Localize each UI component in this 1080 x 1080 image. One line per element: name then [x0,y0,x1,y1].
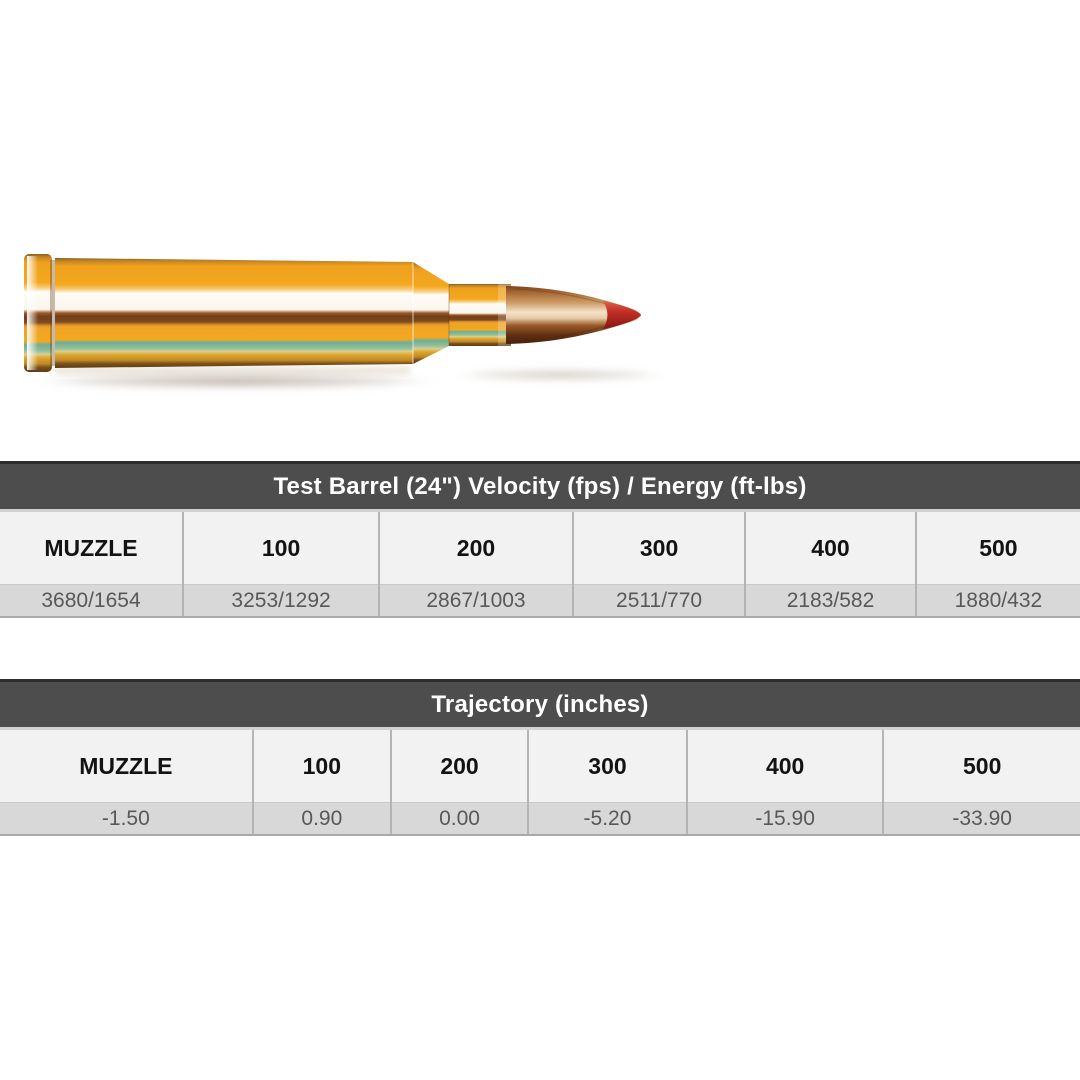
cartridge-reflection [15,368,675,390]
data-cell: -33.90 [883,803,1080,836]
column-header-cell: 400 [745,511,916,585]
column-header-cell: 500 [916,511,1080,585]
column-header-cell: 200 [379,511,573,585]
data-cell: 0.00 [391,803,528,836]
trajectory-header-row [0,729,1080,803]
data-cell: 3680/1654 [0,585,183,618]
column-header-cell: MUZZLE [0,511,183,585]
data-cell: 2183/582 [745,585,916,618]
data-cell: -1.50 [0,803,253,836]
velocity-table-title-bar [0,461,1080,509]
cartridge-illustration [0,240,680,410]
column-header-cell: 300 [573,511,745,585]
velocity-table-title: Test Barrel (24") Velocity (fps) / Energy (ft-lbs) [273,473,807,500]
velocity-table-grid [0,509,1080,618]
data-cell: 0.90 [253,803,391,836]
trajectory-data-row [0,803,1080,836]
cartridge-product-image [0,240,680,410]
data-cell: 3253/1292 [183,585,379,618]
column-header-cell: 300 [528,729,687,803]
data-cell: -5.20 [528,803,687,836]
column-header-cell: MUZZLE [0,729,253,803]
column-header-cell: 100 [253,729,391,803]
data-cell: 2511/770 [573,585,745,618]
data-cell: 2867/1003 [379,585,573,618]
column-header-cell: 200 [391,729,528,803]
velocity-energy-table [0,461,1080,618]
trajectory-table-grid [0,727,1080,836]
column-header-cell: 400 [687,729,884,803]
case-rim [24,254,60,372]
data-cell: 1880/432 [916,585,1080,618]
velocity-header-row [0,511,1080,585]
case-neck [449,284,501,346]
column-header-cell: 100 [183,511,379,585]
velocity-data-row [0,585,1080,618]
data-cell: -15.90 [687,803,884,836]
case-body [55,258,413,368]
column-header-cell: 500 [883,729,1080,803]
trajectory-table-title: Trajectory (inches) [431,691,649,718]
trajectory-table-title-bar [0,679,1080,727]
trajectory-table [0,679,1080,836]
case-shoulder [413,262,449,364]
